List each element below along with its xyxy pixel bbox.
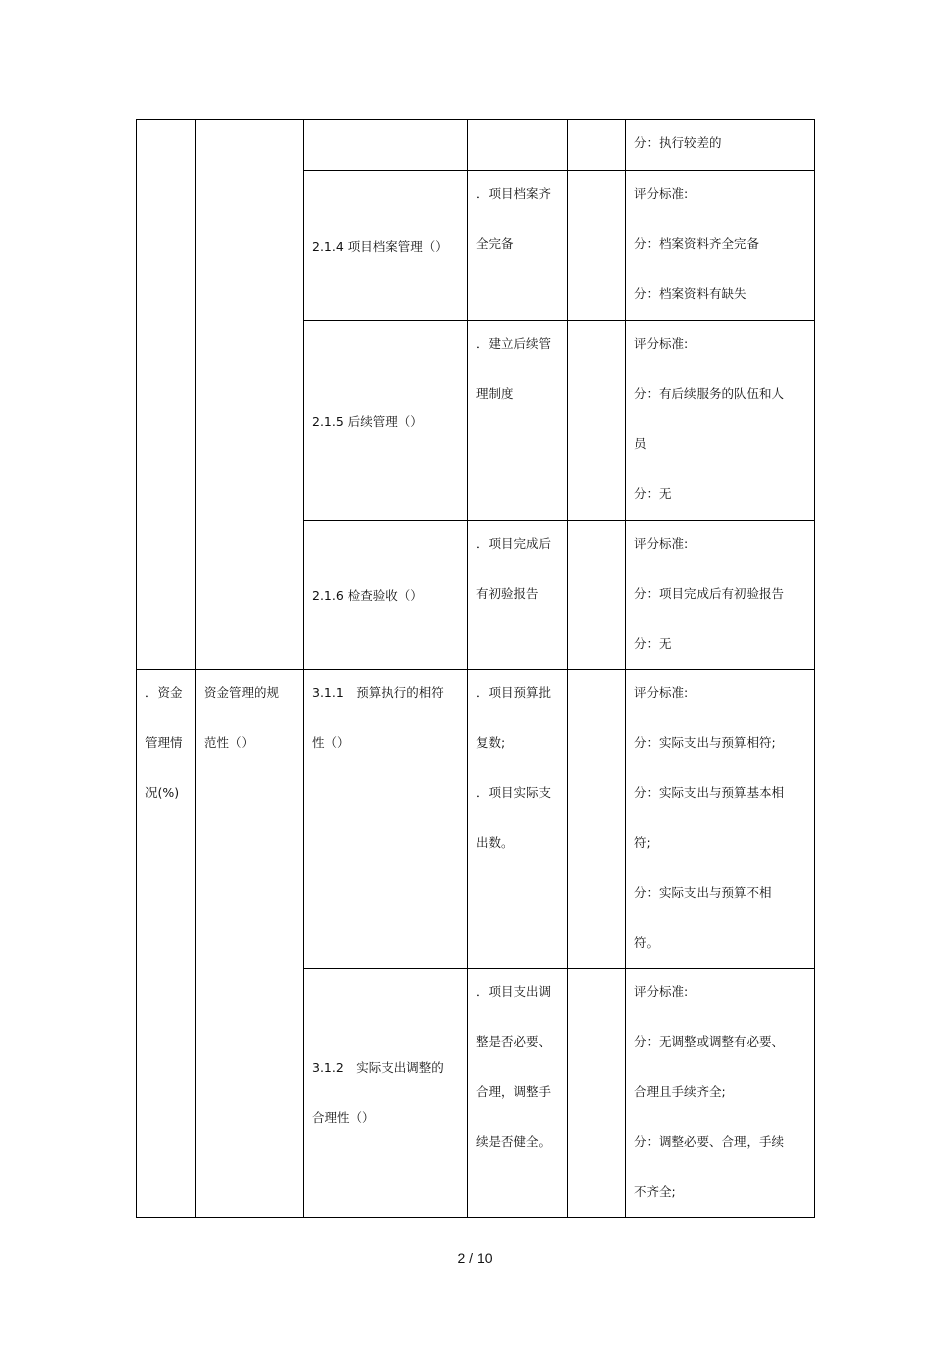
score-cell [568, 969, 626, 1218]
indicator-cell [304, 171, 468, 321]
category-text: ．资金 [145, 685, 183, 700]
table-row [137, 670, 815, 969]
indicator-cell [304, 321, 468, 521]
standard-text: ．建立后续管 [476, 336, 552, 351]
indicator-text: 3.1.1 预算执行的相符 [312, 685, 444, 700]
indicator-text: 2.1.5 后续管理（） [312, 413, 423, 429]
standard-text: ．项目档案齐 [476, 186, 552, 201]
indicator-cell [304, 120, 468, 171]
score-cell [568, 171, 626, 321]
standard-text: 合理，调整手 [476, 1084, 552, 1099]
category-text: 管理情 [145, 735, 183, 750]
standard-text: 理制度 [476, 386, 514, 401]
standard-text: ．项目完成后 [476, 536, 552, 551]
standard-text: 整是否必要、 [476, 1034, 552, 1049]
scoring-cell [626, 321, 815, 521]
standard-text: 全完备 [476, 236, 514, 251]
scoring-text: 分：实际支出与预算不相 [634, 885, 772, 900]
scoring-cell [626, 171, 815, 321]
standard-text: 有初验报告 [476, 586, 539, 601]
scoring-cell [626, 969, 815, 1218]
scoring-text: 分：档案资料齐全完备 [634, 236, 760, 251]
standard-text: 复数; [476, 735, 506, 750]
scoring-text: 评分标准: [634, 984, 689, 999]
scoring-text: 评分标准: [634, 186, 689, 201]
standard-cell [468, 120, 568, 171]
scoring-text: 不齐全; [634, 1184, 676, 1199]
scoring-text: 符; [634, 835, 651, 850]
page-number: 2 / 10 [457, 1250, 493, 1266]
score-cell [568, 670, 626, 969]
scoring-text: 评分标准: [634, 336, 689, 351]
scoring-cell [626, 670, 815, 969]
subcategory-text: 范性（） [204, 735, 255, 750]
scoring-text: 符。 [634, 935, 660, 950]
standard-text: ．项目支出调 [476, 984, 552, 999]
scoring-text: 评分标准: [634, 685, 689, 700]
evaluation-table [136, 119, 815, 1218]
standard-text: 续是否健全。 [476, 1134, 552, 1149]
indicator-cell [304, 521, 468, 670]
standard-cell [468, 969, 568, 1218]
scoring-cell [626, 120, 815, 171]
subcategory-cell [196, 670, 304, 1218]
scoring-text: 分：无 [634, 486, 672, 501]
standard-text: ．项目实际支 [476, 785, 552, 800]
category-cell-empty [137, 120, 196, 670]
standard-text: 出数。 [476, 835, 514, 850]
standard-cell [468, 521, 568, 670]
indicator-cell [304, 969, 468, 1218]
subcategory-text: 资金管理的规 [204, 685, 280, 700]
score-cell [568, 120, 626, 171]
indicator-text: 2.1.4 项目档案管理（） [312, 238, 448, 254]
scoring-text: 分：档案资料有缺失 [634, 286, 747, 301]
category-cell [137, 670, 196, 1218]
score-cell [568, 521, 626, 670]
subcategory-cell-empty [196, 120, 304, 670]
scoring-text: 评分标准: [634, 536, 689, 551]
indicator-text: 2.1.6 检查验收（） [312, 588, 423, 603]
scoring-text: 分：实际支出与预算基本相 [634, 785, 785, 800]
scoring-text: 分：执行较差的 [634, 135, 722, 150]
scoring-text: 分：有后续服务的队伍和人 [634, 386, 785, 401]
indicator-text: 性（） [312, 735, 350, 750]
scoring-text: 分：无 [634, 636, 672, 651]
indicator-cell [304, 670, 468, 969]
standard-cell [468, 321, 568, 521]
scoring-text: 合理且手续齐全; [634, 1084, 726, 1099]
standard-cell [468, 670, 568, 969]
scoring-text: 分：调整必要、合理，手续 [634, 1134, 785, 1149]
score-cell [568, 321, 626, 521]
scoring-text: 员 [634, 436, 647, 451]
indicator-text: 3.1.2 实际支出调整的 [312, 1060, 444, 1075]
standard-text: ．项目预算批 [476, 685, 552, 700]
scoring-text: 分：项目完成后有初验报告 [634, 586, 785, 601]
scoring-text: 分：无调整或调整有必要、 [634, 1034, 785, 1049]
standard-cell [468, 171, 568, 321]
scoring-cell [626, 521, 815, 670]
category-text: 况(%) [145, 785, 180, 800]
indicator-text: 合理性（） [312, 1110, 375, 1125]
scoring-text: 分：实际支出与预算相符; [634, 735, 776, 750]
table-row [137, 120, 815, 171]
